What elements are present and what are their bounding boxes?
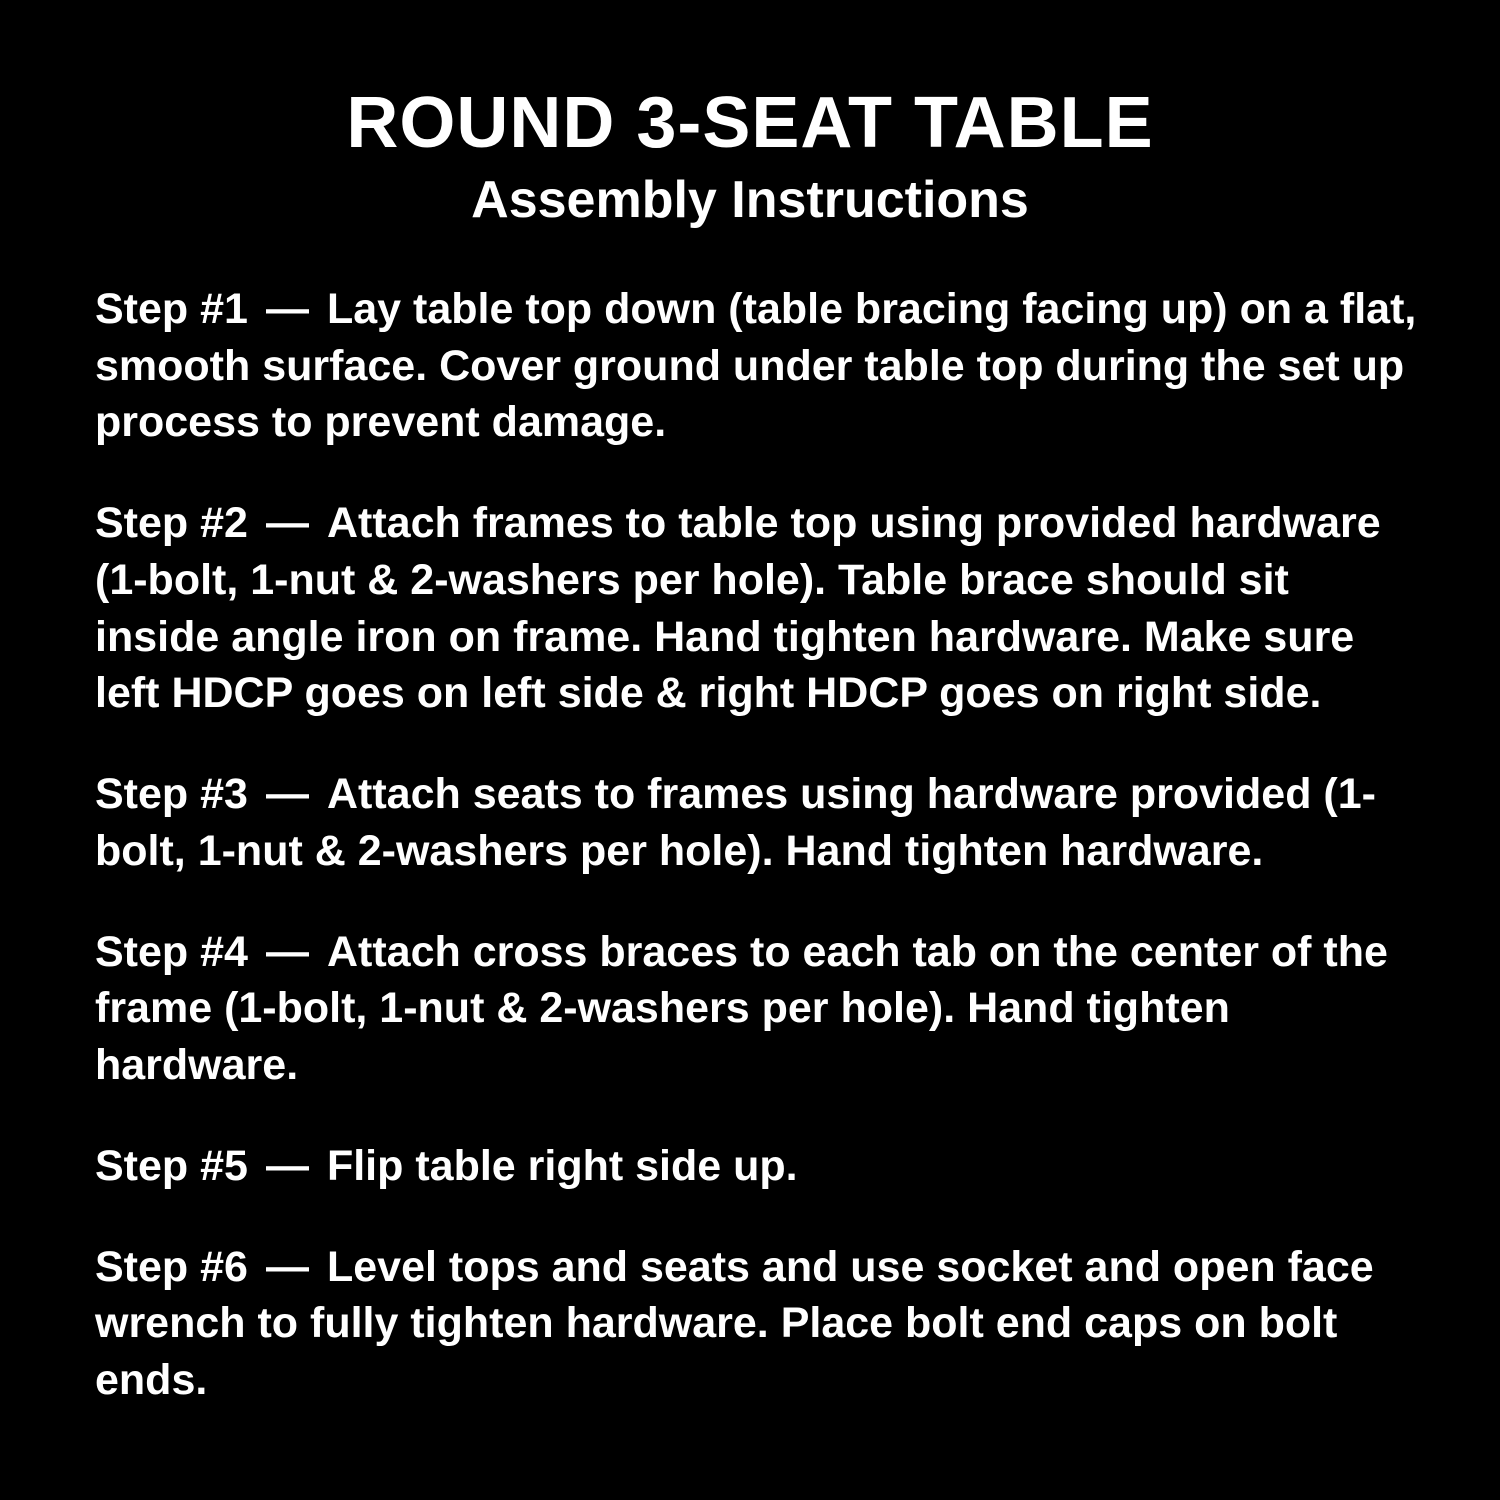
step-1-label: Step #1: [95, 284, 248, 333]
step-5: [95, 1138, 1420, 1195]
step-3-label: Step #3: [95, 770, 248, 819]
step-2-label: Step #2: [95, 499, 248, 548]
step-3: [95, 766, 1420, 880]
page-subtitle: Assembly Instructions: [471, 170, 1029, 229]
step-2-text: Attach frames to table top using provided hardware (1-bolt, 1-nut & 2-washers per hole). Table brace should sit inside angle iron on frame. Hand tighten hardware. Make sure left HDCP goes on left side & right HDCP goes on right side.: [95, 499, 1381, 718]
step-2: [95, 495, 1420, 722]
step-3-dash: —: [265, 770, 309, 819]
step-5-text: Flip table right side up.: [326, 1141, 798, 1190]
step-6-text: Level tops and seats and use socket and open face wrench to fully tighten hardware. Place bolt end caps on bolt ends.: [95, 1242, 1374, 1405]
page-title: ROUND 3-SEAT TABLE: [346, 83, 1154, 163]
step-6-label: Step #6: [95, 1242, 248, 1291]
step-1-dash: —: [265, 284, 309, 333]
step-4: [95, 924, 1420, 1094]
step-4-text: Attach cross braces to each tab on the center of the frame (1-bolt, 1-nut & 2-washers per hole). Hand tighten hardware.: [95, 927, 1388, 1090]
step-6-dash: —: [265, 1242, 309, 1291]
header: [0, 0, 1500, 229]
step-6: [95, 1239, 1420, 1409]
step-1: [95, 281, 1420, 451]
step-5-label: Step #5: [95, 1141, 248, 1190]
step-4-dash: —: [265, 927, 309, 976]
step-1-text: Lay table top down (table bracing facing up) on a flat, smooth surface. Cover ground under table top during the set up process to prevent damage.: [95, 284, 1417, 447]
step-5-dash: —: [265, 1141, 309, 1190]
steps-list: [95, 281, 1420, 1409]
step-2-dash: —: [265, 499, 309, 548]
step-3-text: Attach seats to frames using hardware provided (1-bolt, 1-nut & 2-washers per hole). Hand tighten hardware.: [95, 770, 1376, 875]
step-4-label: Step #4: [95, 927, 248, 976]
